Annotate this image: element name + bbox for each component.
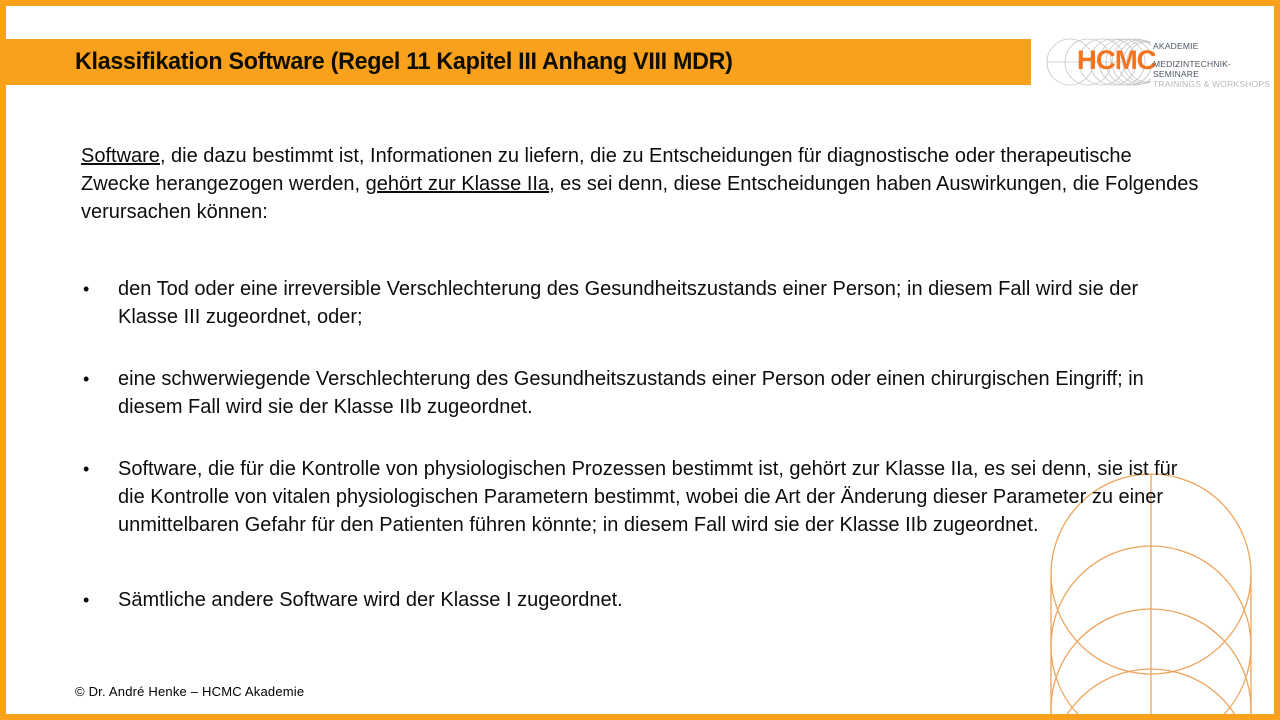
bullet-list (81, 275, 1201, 614)
logo-wordmark: HCMC (1077, 45, 1156, 75)
hcmc-logo (1045, 36, 1273, 92)
logo-line-medizintechnik: MEDIZINTECHNIK-SEMINARE (1153, 59, 1232, 79)
intro-paragraph (81, 142, 1201, 226)
footer-copyright: © Dr. André Henke – HCMC Akademie (75, 684, 305, 699)
page-title: Klassifikation Software (Regel 11 Kapitel III Anhang VIII MDR) (75, 48, 733, 75)
bullet-item: • den Tod oder eine irreversible Verschlechterung des Gesundheitszustands einer Person; in diesem Fall wird sie der Klasse III zugeordnet, oder; (81, 275, 1201, 331)
bullet-item: • Software, die für die Kontrolle von physiologischen Prozessen bestimmt ist, gehört zur Klasse IIa, es sei denn, sie ist für die Kontrolle von vitalen physiologischen Parametern bestimmt, wobei die Art der Änderung dieser Parameter zu einer unmittelbaren Gefahr für den Patienten führen könnte; in diesem Fall wird sie der Klasse IIb zugeordnet. (81, 455, 1201, 539)
bullet-item: • eine schwerwiegende Verschlechterung des Gesundheitszustands einer Person oder einen chirurgischen Eingriff; in diesem Fall wird sie der Klasse IIb zugeordnet. (81, 365, 1201, 421)
intro-underlined-segment: gehört zur Klasse IIa (365, 173, 550, 195)
intro-segment: , es sei denn, diese Entscheidungen haben Auswirkungen, die Folgendes verursachen können: (81, 173, 1199, 223)
intro-underlined-segment: Software (81, 145, 160, 167)
title-bar (6, 39, 1031, 85)
logo-text (1153, 41, 1273, 89)
bullet-item: • Sämtliche andere Software wird der Klasse I zugeordnet. (81, 586, 1201, 614)
logo-line-akademie: AKADEMIE (1153, 41, 1199, 51)
slide-content (81, 142, 1201, 614)
logo-line-trainings: TRAININGS & WORKSHOPS (1153, 79, 1271, 89)
intro-segment: , die dazu bestimmt ist, Informationen zu liefern, die zu Entscheidungen für diagnostische oder therapeutische Zwecke herangezogen werden, (81, 145, 1132, 195)
